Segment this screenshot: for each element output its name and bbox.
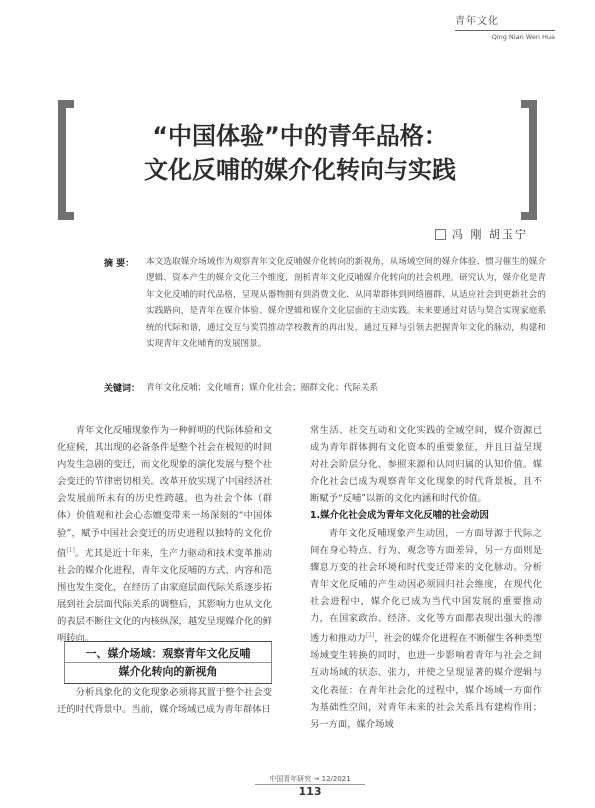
page-footer [255,774,365,798]
citation: [1] [66,546,75,554]
article-title-line1: “中国体验”中的青年品格： [152,122,448,150]
section-heading-box [64,641,272,684]
column-divider [455,30,555,31]
body-right-column [310,422,542,733]
paragraph-text: ，社会的媒介化进程在不断催生各种类型场域变生转换的同时，也进一步影响着青年与社会之间互动场域的状态、张力，并使之呈现显著的媒介逻辑与文化表征：在青年社会化的过程中，媒介场域一方面作为基础性空间，对青年未来的社会关系具有建构作用；另一方面，媒介场域 [310,633,542,730]
paragraph-text: 。尤其是近十年来，生产力驱动和技术变革推动社会的媒介化进程，青年文化反哺的方式、内容和范围也发生变化，在经历了由家庭层面代际关系逐步拓展到社会层面代际关系的调整后，其影响力也从文化的表层不断往文化的内核纵深，越发呈现媒介化的鲜明转向。 [57,547,272,645]
citation: [2] [365,632,375,640]
keywords-text: 青年文化反哺；文化哺育；媒介化社会；圈群文化；代际关系 [146,383,379,393]
author-marker-icon [435,229,446,240]
left-bracket [58,100,74,220]
keywords-label: 关键词： [104,384,141,394]
journal-issue: 中国青年研究 → 12/2021 [269,775,351,783]
column-header [455,12,555,41]
paragraph-text: 青年文化反哺现象产生动因，一方面导源于代际之间在身心特点、行为、观念等方面差异，另一方面则是骤息万变的社会环境和时代变迁带来的文化脉动。分析青年文化反哺的产生动因必须回归社会维度，在现代化社会进程中，媒介化已成为当代中国发展的重要推动力，在国家政治、经济、文化等方面都表现出强大的渗透力和推动力 [310,527,542,645]
paragraph-text: 青年文化反哺现象作为一种鲜明的代际体验和文化症候，其出现的必备条件是整个社会在极短的时间内发生急剧的变迁，而文化现象的演化发展与整个社会变迁的节律密切相关。改革开放实现了中国经济社会发展前所未有的历史性跨越，也为社会个体（群体）价值观和社会心态嬗变带来一场深刻的“中国体验”，赋予中国社会变迁的历史进程以独特的文化价值 [57,425,272,559]
author-names: 冯 刚 胡玉宁 [452,228,528,241]
column-title: 青年文化 [455,16,499,27]
body-paragraph [57,422,272,647]
body-left-column [57,422,272,647]
abstract-label: 摘 要： [104,259,135,269]
section-heading-line2: 媒介化转向的新视角 [118,665,218,678]
column-pinyin: Qing Nian Wen Hua [491,33,555,41]
body-paragraph: 分析具象化的文化现象必须将其置于整个社会变迁的时代背景中。当前，媒介场域已成为青年群体日 [57,687,272,716]
body-paragraph [310,525,542,733]
right-bracket [521,100,537,220]
body-left-column-continued [57,684,272,718]
section-heading-line1: 一、媒介场域：观察青年文化反哺 [65,645,271,663]
authors [435,226,528,242]
body-paragraph: 常生活、社交互动和文化实践的全域空间，媒介资源已成为青年群体拥有文化资本的重要象征，并且日益呈现对社会阶层分化、参照来源和认同归属的认知价值。媒介化社会已成为观察青年文化现象的时代背景板，且不断赋予“反哺”以新的文化内涵和时代价值。 [310,425,542,505]
page-number: 113 [298,785,322,798]
abstract-text: 本文选取媒介场域作为观察青年文化反哺媒介化转向的新视角，从场域空间的媒介体验、惯习催生的媒介逻辑、资本产生的媒介文化三个维度，剖析青年文化反哺媒介化转向的社会机理。研究认为，媒介化是青年文化反哺的时代品格，呈现从器物拥有到消费文化、从同辈群体到网络圈群、从适应社会到更新社会的实践路向，是青年在媒介体验、媒介逻辑和媒介文化层面的主动实践。未来要通过对话与契合实现家庭系统的代际和谐，通过交互与奖罚推动学校教育的再出发，通过互释与引领去把握青年文化的脉动，构建和实现青年文化哺育的发展图景。 [146,257,546,350]
subsection-heading: 1.媒介化社会成为青年文化反哺的社会动因 [310,510,489,522]
article-title-line2: 文化反哺的媒介化转向与实践 [144,156,456,184]
